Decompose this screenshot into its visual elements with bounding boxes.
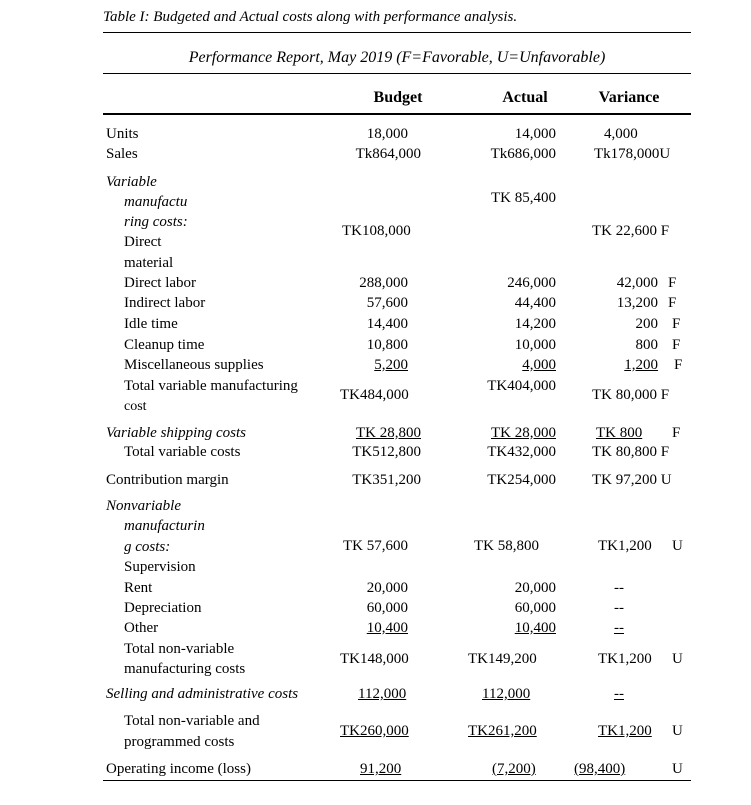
selling-admin-budget: 112,000 [358,686,407,702]
direct-labor-label: Direct labor [124,275,197,291]
nonvar-mfg-label-2: manufacturin [124,518,205,534]
total-nonvar-mfg-flag: U [672,651,683,667]
total-nonvar-prog-actual: TK261,200 [468,723,537,739]
operating-income-flag: U [672,761,683,777]
direct-material-variance: TK 22,600 F [592,223,670,239]
sales-budget: Tk864,000 [355,146,421,162]
operating-income-variance: (98,400) [574,761,626,777]
depreciation-label: Depreciation [124,600,202,616]
cleanup-time-actual: 10,000 [514,337,556,353]
depreciation-variance: -- [614,600,624,616]
direct-material-budget: TK108,000 [342,223,411,239]
depreciation-budget: 60,000 [366,600,408,616]
total-var-mfg-label-2: cost [124,399,147,414]
other-variance: -- [614,620,624,636]
nonvar-mfg-actual: TK 58,800 [474,538,539,554]
direct-labor-variance: 42,000 [616,275,658,291]
misc-supplies-label: Miscellaneous supplies [124,357,264,373]
var-shipping-variance: TK 800 [596,425,643,441]
variable-mfg-actual: TK 85,400 [491,190,556,206]
sales-label: Sales [106,146,138,162]
direct-material-label-1: Direct [124,234,162,250]
idle-time-actual: 14,200 [514,316,556,332]
total-nonvar-mfg-label-1: Total non-variable [124,641,235,657]
cleanup-time-variance: 800 [635,337,658,353]
indirect-labor-flag: F [668,295,677,311]
misc-supplies-flag: F [674,357,683,373]
header-actual: Actual [502,89,548,106]
total-nonvar-prog-flag: U [672,723,683,739]
other-label: Other [124,620,159,636]
variable-mfg-label-3: ring costs: [124,214,188,230]
idle-time-variance: 200 [635,316,658,332]
var-shipping-budget: TK 28,800 [356,425,421,441]
units-budget: 18,000 [366,126,408,142]
indirect-labor-actual: 44,400 [514,295,556,311]
indirect-labor-label: Indirect labor [124,295,206,311]
total-nonvar-prog-label-1: Total non-variable and [124,713,260,729]
total-var-mfg-label-1: Total variable manufacturing [124,378,298,394]
total-var-mfg-actual: TK404,000 [487,378,556,394]
depreciation-actual: 60,000 [514,600,556,616]
rent-variance: -- [614,580,624,596]
rent-label: Rent [124,580,153,596]
rule-top [103,32,691,33]
other-budget: 10,400 [366,620,408,636]
nonvar-mfg-flag: U [672,538,683,554]
rule-bottom [103,780,691,781]
other-actual: 10,400 [514,620,556,636]
var-shipping-label: Variable shipping costs [106,425,247,441]
sales-variance: Tk178,000U [594,146,671,162]
indirect-labor-budget: 57,600 [366,295,408,311]
direct-labor-budget: 288,000 [359,275,408,291]
operating-income-label: Operating income (loss) [106,761,251,777]
var-shipping-flag: F [672,425,681,441]
header-budget: Budget [373,89,423,106]
contribution-label: Contribution margin [106,472,229,488]
total-nonvar-mfg-variance: TK1,200 [598,651,652,667]
var-shipping-actual: TK 28,000 [491,425,556,441]
total-nonvar-mfg-label-2: manufacturing costs [124,661,246,677]
misc-supplies-actual: 4,000 [522,357,556,373]
total-var-costs-actual: TK432,000 [487,444,556,460]
variable-mfg-label-1: Variable [106,174,157,190]
total-var-costs-variance: TK 80,800 F [592,444,670,460]
total-nonvar-prog-budget: TK260,000 [340,723,409,739]
header-variance: Variance [598,89,660,106]
nonvar-mfg-label-3: g costs: [124,539,171,555]
table-title: Table I: Budgeted and Actual costs along with performance analysis. [103,9,518,25]
report-title: Performance Report, May 2019 (F=Favorable, U=Unfavorable) [188,49,606,66]
contribution-variance: TK 97,200 U [592,472,672,488]
nonvar-mfg-label-1: Nonvariable [106,498,181,514]
total-var-mfg-variance: TK 80,000 F [592,387,670,403]
rent-actual: 20,000 [514,580,556,596]
units-actual: 14,000 [514,126,556,142]
cleanup-time-label: Cleanup time [124,337,205,353]
direct-labor-flag: F [668,275,677,291]
total-nonvar-mfg-budget: TK148,000 [340,651,409,667]
cleanup-time-flag: F [672,337,681,353]
idle-time-flag: F [672,316,681,332]
total-nonvar-prog-variance: TK1,200 [598,723,652,739]
nonvar-mfg-variance: TK1,200 [598,538,652,554]
contribution-actual: TK254,000 [487,472,556,488]
units-variance: 4,000 [604,126,638,142]
selling-admin-variance: -- [614,686,624,702]
nonvar-mfg-budget: TK 57,600 [343,538,408,554]
direct-material-label-2: material [124,255,174,271]
idle-time-budget: 14,400 [366,316,408,332]
rule-under-report-title [103,73,691,74]
cleanup-time-budget: 10,800 [366,337,408,353]
idle-time-label: Idle time [124,316,178,332]
indirect-labor-variance: 13,200 [616,295,658,311]
total-nonvar-mfg-actual: TK149,200 [468,651,537,667]
total-var-costs-budget: TK512,800 [352,444,421,460]
operating-income-budget: 91,200 [360,761,402,777]
selling-admin-label: Selling and administrative costs [106,686,299,702]
rule-under-headers [103,113,691,115]
misc-supplies-budget: 5,200 [374,357,408,373]
variable-mfg-label-2: manufactu [124,194,188,210]
operating-income-actual: (7,200) [492,761,536,777]
misc-supplies-variance: 1,200 [624,357,658,373]
units-label: Units [106,126,139,142]
rent-budget: 20,000 [366,580,408,596]
total-var-mfg-budget: TK484,000 [340,387,409,403]
contribution-budget: TK351,200 [352,472,421,488]
selling-admin-actual: 112,000 [482,686,531,702]
total-var-costs-label: Total variable costs [124,444,241,460]
supervision-label: Supervision [124,559,196,575]
total-nonvar-prog-label-2: programmed costs [124,734,235,750]
direct-labor-actual: 246,000 [507,275,556,291]
sales-actual: Tk686,000 [490,146,556,162]
